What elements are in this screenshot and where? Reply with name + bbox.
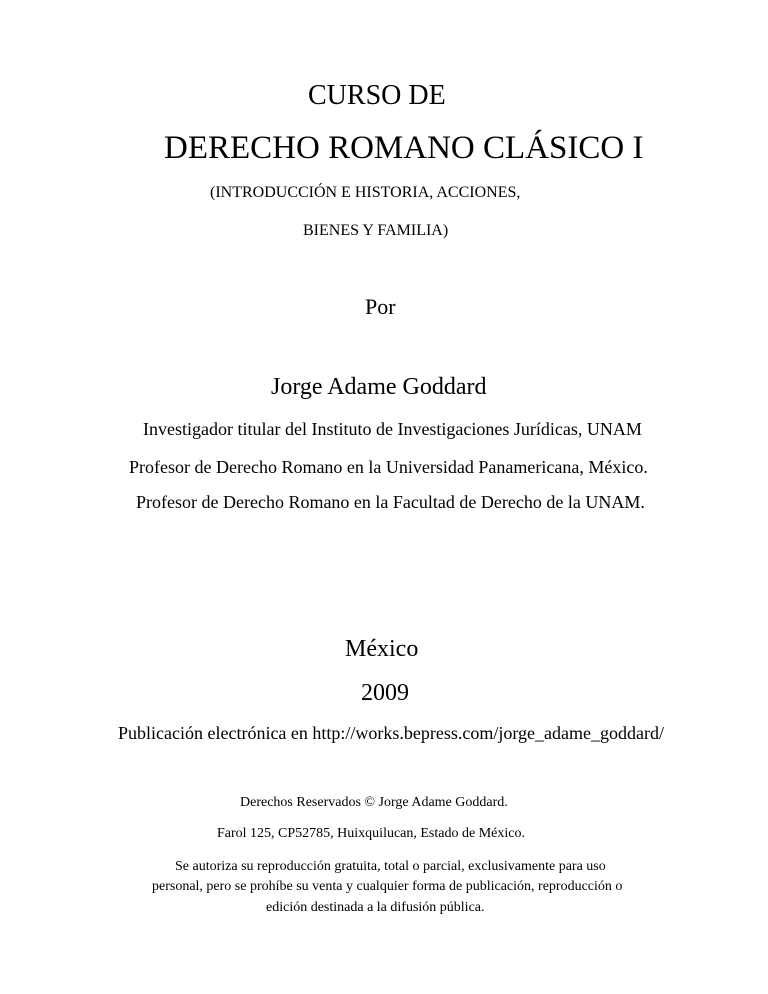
title-line-2: DERECHO ROMANO CLÁSICO I — [164, 130, 644, 166]
author-name: Jorge Adame Goddard — [271, 374, 487, 400]
title-line-1: CURSO DE — [308, 80, 446, 111]
byline: Por — [365, 294, 396, 319]
subtitle-line-2: BIENES Y FAMILIA) — [303, 222, 449, 239]
electronic-publication-note: Publicación electrónica en http://works.bepress.com/jorge_adame_goddard/ — [118, 723, 665, 743]
publication-place: México — [345, 636, 419, 662]
subtitle-line-1: (INTRODUCCIÓN E HISTORIA, ACCIONES, — [210, 184, 521, 201]
author-affiliation-3: Profesor de Derecho Romano en la Facultad de Derecho de la UNAM. — [136, 492, 645, 512]
copyright-notice: Derechos Reservados © Jorge Adame Goddard. — [240, 795, 508, 810]
author-affiliation-1: Investigador titular del Instituto de Investigaciones Jurídicas, UNAM — [143, 419, 642, 439]
license-line-3: edición destinada a la difusión pública. — [266, 900, 485, 915]
license-line-1: Se autoriza su reproducción gratuita, total o parcial, exclusivamente para uso — [175, 859, 606, 874]
author-affiliation-2: Profesor de Derecho Romano en la Universidad Panamericana, México. — [129, 457, 648, 477]
license-line-2: personal, pero se prohíbe su venta y cualquier forma de publicación, reproducción o — [152, 879, 623, 894]
publication-year: 2009 — [361, 680, 409, 706]
author-address: Farol 125, CP52785, Huixquilucan, Estado de México. — [217, 826, 525, 841]
